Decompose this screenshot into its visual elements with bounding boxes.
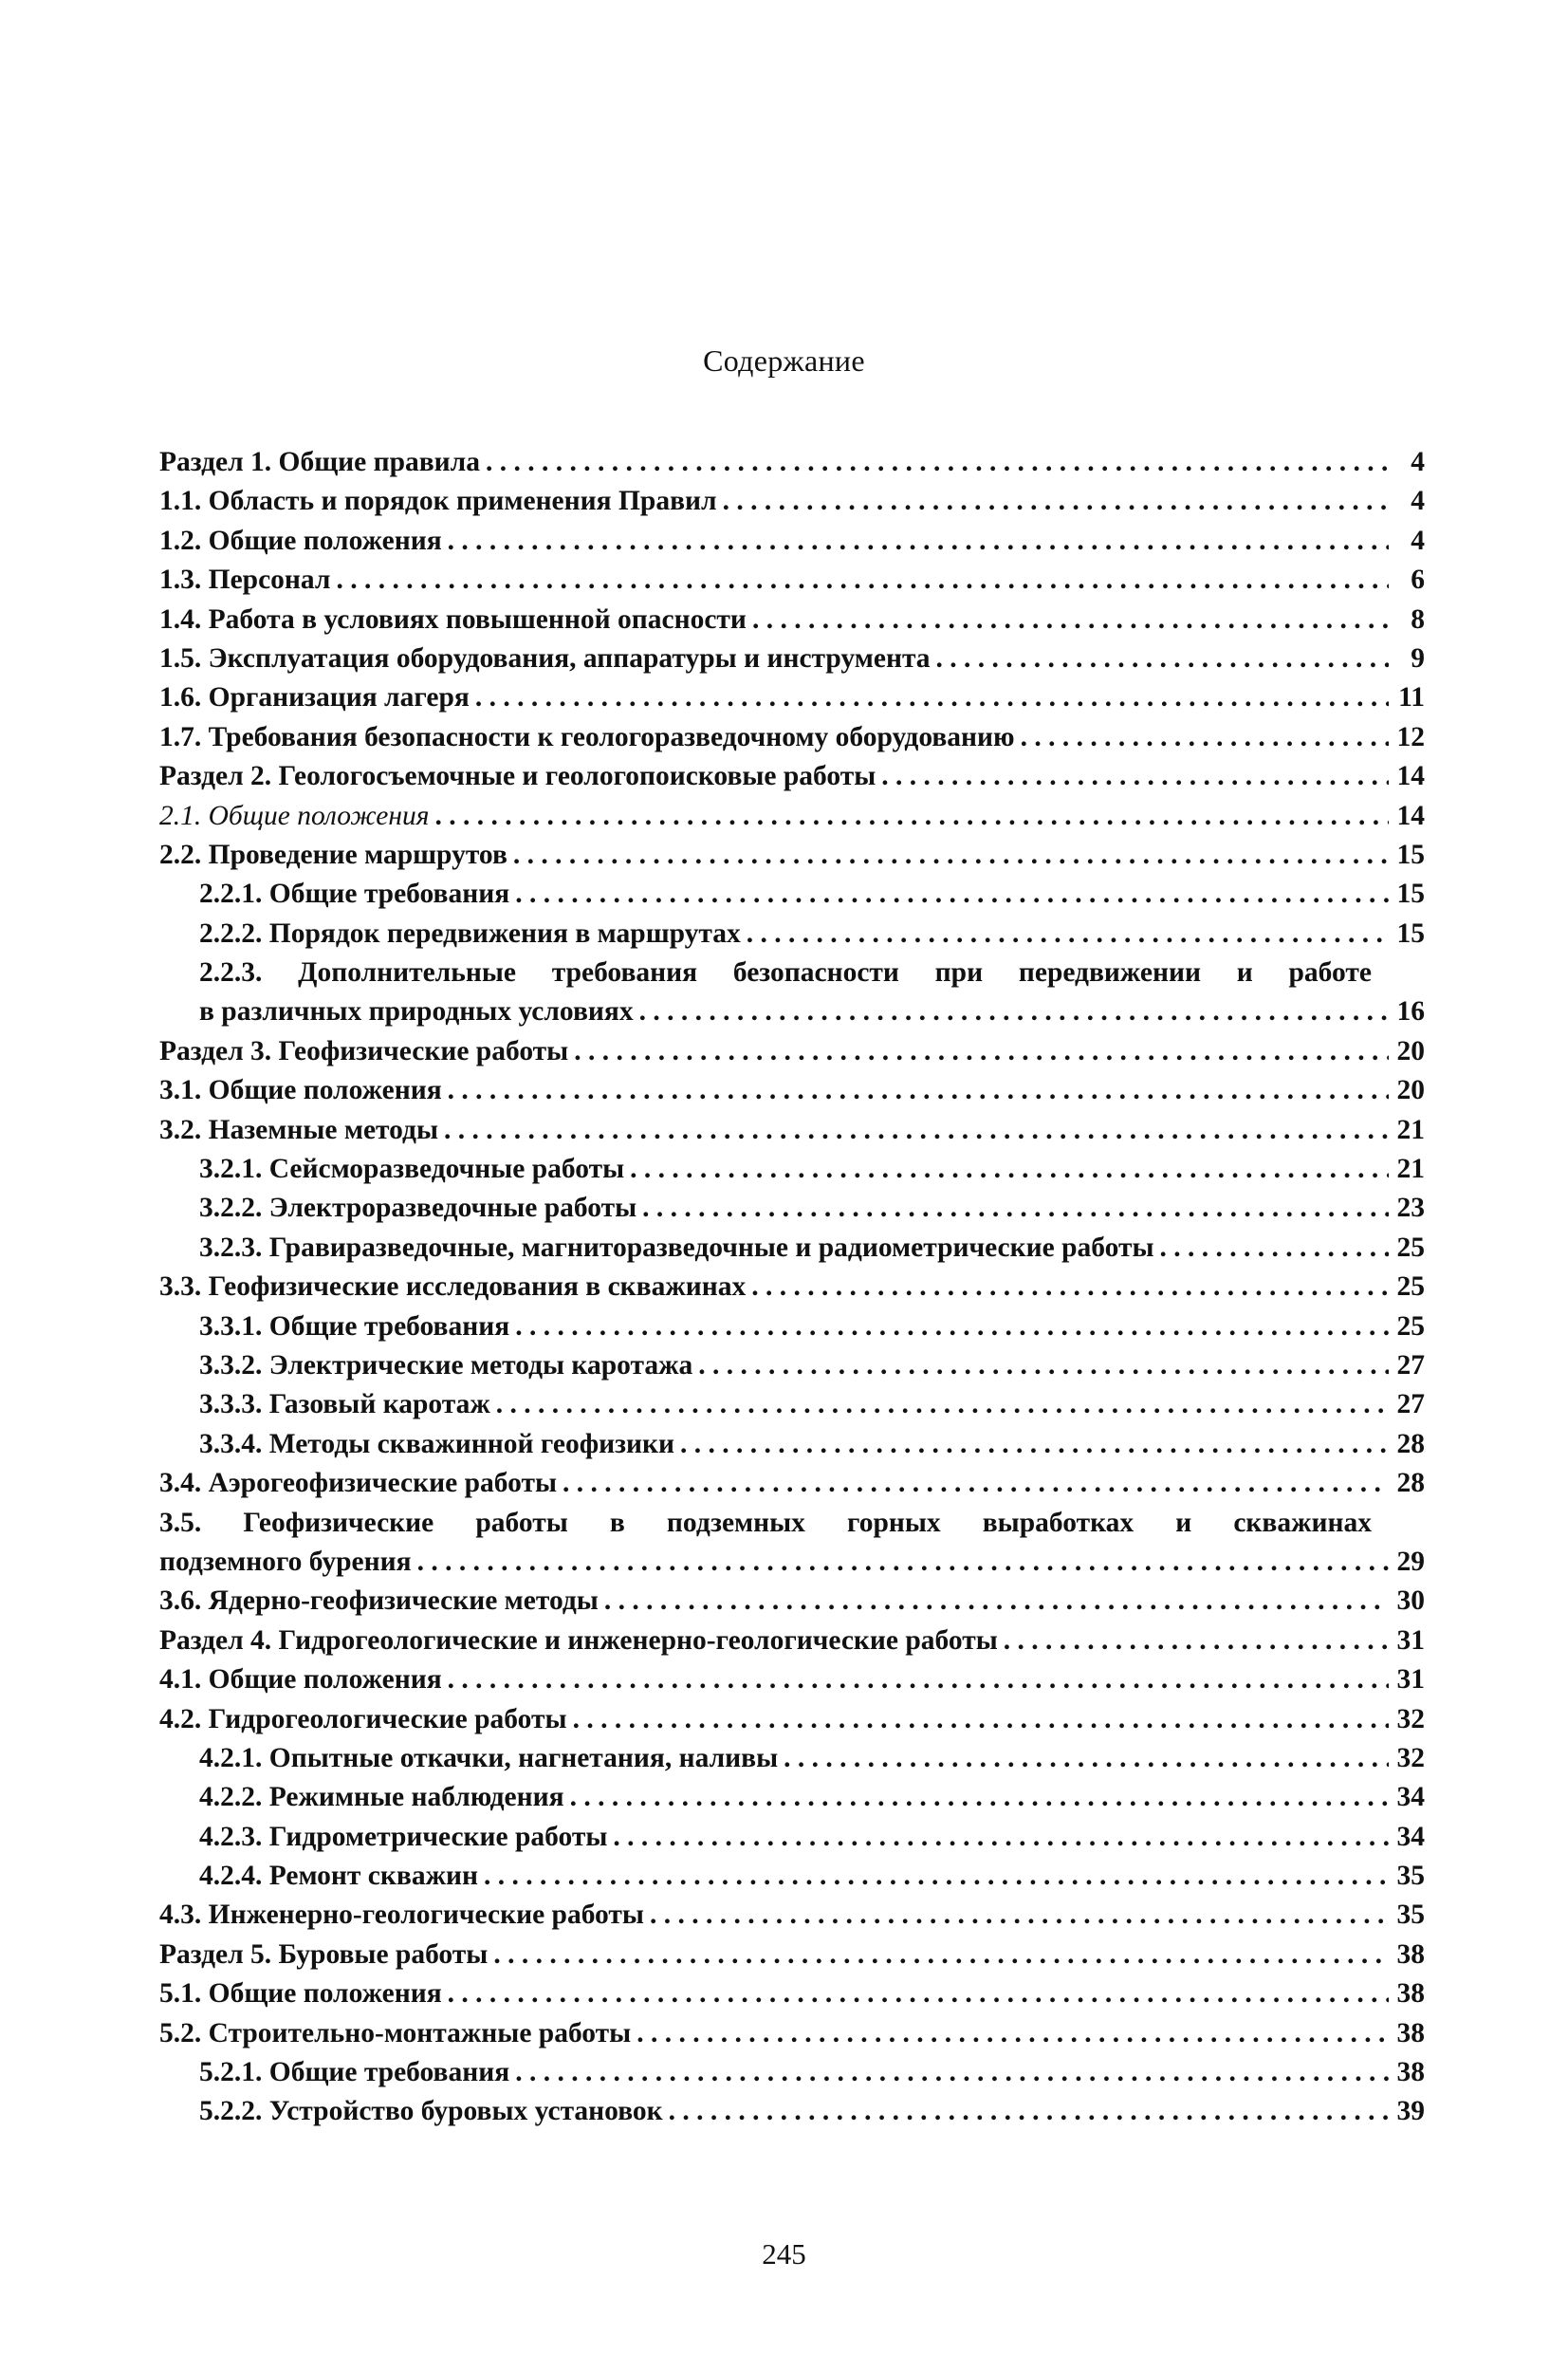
dot-leader — [698, 1346, 1389, 1385]
toc-entry[interactable] — [159, 1032, 1425, 1071]
dot-leader — [642, 1189, 1389, 1228]
dot-leader — [570, 1778, 1389, 1817]
toc-entry-label: 1.6. Организация лагеря — [159, 682, 470, 714]
dot-leader — [515, 875, 1389, 914]
toc-entry[interactable] — [159, 561, 1425, 600]
toc-entry[interactable] — [159, 2053, 1425, 2092]
toc-entry-label: 1.7. Требования безопасности к геологоразведочному оборудованию — [159, 721, 1015, 752]
dot-leader — [448, 522, 1389, 561]
toc-entry-label: 2.2.2. Порядок передвижения в маршрутах — [199, 918, 741, 949]
dot-leader — [613, 1818, 1389, 1857]
toc-entry-page: 8 — [1411, 603, 1425, 635]
toc-entry[interactable] — [159, 1111, 1425, 1150]
toc-entry-page: 4 — [1411, 447, 1425, 477]
toc-entry-label: 3.3.1. Общие требования — [199, 1310, 510, 1342]
toc-entry-label: 3.2.1. Сейсморазведочные работы — [199, 1154, 625, 1185]
toc-entry-page: 28 — [1396, 1428, 1425, 1459]
toc-entry-page: 35 — [1396, 1900, 1425, 1931]
toc-entry[interactable] — [159, 1857, 1425, 1896]
toc-entry[interactable] — [159, 639, 1425, 678]
dot-leader — [752, 601, 1389, 639]
toc-entry[interactable] — [159, 522, 1425, 561]
toc-entry[interactable] — [159, 1818, 1425, 1857]
toc-entry[interactable] — [159, 1622, 1425, 1660]
dot-leader — [513, 836, 1389, 875]
toc-entry[interactable] — [159, 1974, 1425, 2013]
toc-entry[interactable] — [159, 875, 1425, 914]
toc-entry-page: 20 — [1396, 1075, 1425, 1106]
dot-leader — [1021, 718, 1389, 757]
toc-entry[interactable] — [159, 1778, 1425, 1817]
toc-entry-page: 38 — [1396, 1938, 1425, 1970]
toc-entry-label: 5.2. Строительно-монтажные работы — [159, 2017, 632, 2048]
toc-entry[interactable] — [159, 1464, 1425, 1503]
toc-entry-label: Раздел 5. Буровые работы — [159, 1938, 489, 1970]
toc-entry-label: 1.2. Общие положения — [159, 525, 442, 556]
dot-leader — [563, 1464, 1389, 1503]
toc-entry-page: 14 — [1396, 800, 1425, 831]
dot-leader — [650, 1896, 1389, 1935]
toc-entry-label: 3.2.3. Гравиразведочные, магниторазведочные и радиометрические работы — [199, 1232, 1154, 1263]
toc-entry-page: 31 — [1396, 1624, 1425, 1656]
toc-entry[interactable] — [159, 797, 1425, 836]
dot-leader — [417, 1543, 1389, 1582]
toc-entry-page: 32 — [1396, 1742, 1425, 1773]
toc-entry-label: 4.2.1. Опытные откачки, нагнетания, наливы — [199, 1742, 779, 1773]
toc-entry-label: 3.3.2. Электрические методы каротажа — [199, 1350, 693, 1381]
toc-entry-label: 2.2.1. Общие требования — [199, 879, 510, 910]
toc-entry-label: 2.2.3. Дополнительные требования безопасности при передвижении и работе — [199, 957, 1372, 989]
toc-entry-continuation — [159, 1543, 1425, 1582]
toc-entry-page: 27 — [1396, 1389, 1425, 1420]
dot-leader — [723, 482, 1389, 521]
toc-entry-label: 4.2.4. Ремонт скважин — [199, 1861, 478, 1892]
toc-entry-page: 9 — [1411, 642, 1425, 674]
toc-entry-page: 15 — [1396, 839, 1425, 870]
toc-entry-page: 39 — [1396, 2096, 1425, 2127]
dot-leader — [604, 1582, 1389, 1621]
toc-entry[interactable] — [159, 601, 1425, 639]
toc-entry[interactable] — [159, 1150, 1425, 1189]
toc-entry-page: 30 — [1396, 1585, 1425, 1617]
toc-entry[interactable] — [159, 1896, 1425, 1935]
toc-entry-page: 12 — [1396, 721, 1425, 752]
toc-entry-label: 3.3. Геофизические исследования в скважинах — [159, 1271, 747, 1303]
toc-entry[interactable] — [159, 443, 1425, 482]
toc-entry-page: 38 — [1396, 2057, 1425, 2088]
dot-leader — [515, 1307, 1389, 1346]
toc-entry[interactable] — [159, 2092, 1425, 2131]
dot-leader — [515, 2053, 1389, 2092]
toc-entry-label: 3.5. Геофизические работы в подземных горных выработках и скважинах — [159, 1507, 1372, 1538]
toc-entry-label: 3.4. Аэрогеофизические работы — [159, 1468, 557, 1499]
toc-entry-page: 6 — [1411, 565, 1425, 596]
dot-leader — [444, 1111, 1389, 1150]
toc-entry-label: Раздел 3. Геофизические работы — [159, 1035, 569, 1066]
toc-entry-label: 3.3.4. Методы скважинной геофизики — [199, 1428, 675, 1459]
toc-entry-label: 3.6. Ядерно-геофизические методы — [159, 1585, 599, 1617]
toc-entry-page: 25 — [1396, 1271, 1425, 1303]
toc-entry-label: 5.1. Общие положения — [159, 1978, 442, 2010]
toc-entry[interactable] — [159, 1504, 1425, 1583]
toc-entry-page: 11 — [1398, 682, 1425, 714]
toc-entry-page: 34 — [1396, 1782, 1425, 1813]
dot-leader — [496, 1385, 1389, 1424]
toc-entry[interactable] — [159, 678, 1425, 717]
toc-entry[interactable] — [159, 1189, 1425, 1228]
toc-entry-page: 32 — [1396, 1703, 1425, 1734]
toc-entry-label: 5.2.1. Общие требования — [199, 2057, 510, 2088]
page-number: 245 — [762, 2237, 806, 2271]
toc-entry-page: 21 — [1396, 1114, 1425, 1145]
toc-entry-label: 5.2.2. Устройство буровых установок — [199, 2096, 663, 2127]
toc-entry-label: 4.2.2. Режимные наблюдения — [199, 1782, 564, 1813]
toc-entry-page: 27 — [1396, 1350, 1425, 1381]
toc-entry-label: 1.5. Эксплуатация оборудования, аппаратуры и инструмента — [159, 642, 931, 674]
toc-entry-page: 25 — [1396, 1232, 1425, 1263]
toc-entry-continuation — [199, 992, 1425, 1031]
toc-entry-page: 15 — [1396, 879, 1425, 910]
toc-entry[interactable] — [159, 1425, 1425, 1464]
toc-entry-page: 29 — [1396, 1546, 1425, 1577]
toc-entry-label: 2.2. Проведение маршрутов — [159, 839, 507, 870]
dot-leader — [484, 1857, 1389, 1896]
toc-entry[interactable] — [159, 915, 1425, 954]
dot-leader — [448, 1071, 1389, 1110]
toc-entry-page: 34 — [1396, 1821, 1425, 1852]
toc-entry-page: 20 — [1396, 1035, 1425, 1066]
toc-entry[interactable] — [159, 757, 1425, 796]
toc-entry-page: 35 — [1396, 1861, 1425, 1892]
page-title: Содержание — [703, 343, 865, 378]
toc-entry-page: 25 — [1396, 1310, 1425, 1342]
toc-entry-label: 3.3.3. Газовый каротаж — [199, 1389, 490, 1420]
toc-entry[interactable] — [159, 1582, 1425, 1621]
dot-leader — [486, 443, 1389, 482]
toc-entry-label: 4.2.3. Гидрометрические работы — [199, 1821, 608, 1852]
toc-entry-label: Раздел 1. Общие правила — [159, 447, 480, 477]
toc-entry-label: 4.2. Гидрогеологические работы — [159, 1703, 567, 1734]
toc-entry[interactable] — [159, 1936, 1425, 1974]
toc-entry[interactable] — [159, 954, 1425, 1032]
toc-entry-page: 38 — [1396, 1978, 1425, 2010]
toc-entry[interactable] — [159, 1307, 1425, 1346]
toc-entry-page: 14 — [1396, 761, 1425, 792]
dot-leader — [1004, 1622, 1389, 1660]
toc-entry[interactable] — [159, 482, 1425, 521]
dot-leader — [448, 1974, 1389, 2013]
toc-entry-label: 1.1. Область и порядок применения Правил — [159, 486, 717, 517]
toc-entry[interactable] — [159, 1700, 1425, 1739]
toc-entry[interactable] — [159, 718, 1425, 757]
toc-entry-label: 1.4. Работа в условиях повышенной опасности — [159, 603, 747, 635]
toc-entry-label: 4.1. Общие положения — [159, 1664, 442, 1696]
toc-entry-label: 2.1. Общие положения — [159, 800, 430, 831]
toc-entry[interactable] — [159, 836, 1425, 875]
dot-leader — [493, 1936, 1389, 1974]
toc-entry-label: подземного бурения — [159, 1546, 412, 1577]
toc-entry[interactable] — [159, 1071, 1425, 1110]
toc-entry[interactable] — [159, 1346, 1425, 1385]
dot-leader — [747, 915, 1389, 954]
toc-entry-page: 31 — [1396, 1664, 1425, 1696]
toc-entry-page: 15 — [1396, 918, 1425, 949]
dot-leader — [435, 797, 1390, 836]
toc-entry-label: Раздел 2. Геологосъемочные и геологопоисковые работы — [159, 761, 876, 792]
toc-entry[interactable] — [159, 1385, 1425, 1424]
toc-entry[interactable] — [159, 2014, 1425, 2053]
dot-leader — [336, 561, 1389, 600]
toc-entry-label: Раздел 4. Гидрогеологические и инженерно-геологические работы — [159, 1624, 998, 1656]
dot-leader — [751, 1268, 1389, 1307]
toc-entry-label: 1.3. Персонал — [159, 565, 331, 596]
toc-entry-label: в различных природных условиях — [199, 996, 634, 1028]
toc-entry-page: 28 — [1396, 1468, 1425, 1499]
toc-entry-page: 4 — [1411, 525, 1425, 556]
dot-leader — [630, 1150, 1389, 1189]
toc-entry-label: 4.3. Инженерно-геологические работы — [159, 1900, 644, 1931]
toc-entry[interactable] — [159, 1739, 1425, 1778]
dot-leader — [669, 2092, 1389, 2131]
dot-leader — [639, 992, 1389, 1031]
dot-leader — [936, 639, 1389, 678]
dot-leader — [574, 1032, 1389, 1071]
toc-entry-label: 3.2. Наземные методы — [159, 1114, 439, 1145]
dot-leader — [881, 757, 1389, 796]
dot-leader — [784, 1739, 1389, 1778]
dot-leader — [475, 678, 1389, 717]
toc-entry-label: 3.2.2. Электроразведочные работы — [199, 1193, 637, 1224]
toc-entry[interactable] — [159, 1268, 1425, 1307]
toc-entry-label: 3.1. Общие положения — [159, 1075, 442, 1106]
toc-entry-page: 23 — [1396, 1193, 1425, 1224]
dot-leader — [573, 1700, 1389, 1739]
toc-entry[interactable] — [159, 1229, 1425, 1268]
toc-entry-page: 16 — [1396, 996, 1425, 1028]
table-of-contents — [159, 443, 1425, 2132]
toc-entry-page: 38 — [1396, 2017, 1425, 2048]
toc-entry[interactable] — [159, 1660, 1425, 1699]
dot-leader — [636, 2014, 1389, 2053]
dot-leader — [448, 1660, 1389, 1699]
toc-entry-page: 21 — [1396, 1154, 1425, 1185]
toc-entry-page: 4 — [1411, 486, 1425, 517]
dot-leader — [680, 1425, 1389, 1464]
dot-leader — [1160, 1229, 1389, 1268]
